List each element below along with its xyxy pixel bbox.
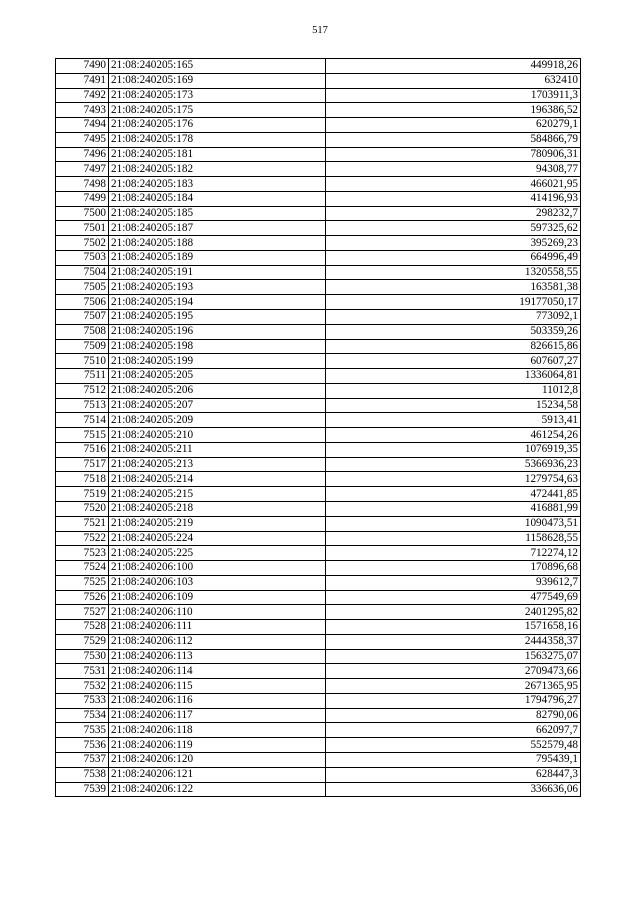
row-number-cell: 7538	[56, 767, 109, 782]
cadastral-value-cell: 826615,86	[326, 339, 581, 354]
row-number-cell: 7524	[56, 561, 109, 576]
cadastral-number-cell: 21:08:240205:189	[109, 250, 326, 265]
table-row	[56, 265, 581, 280]
row-number-cell: 7510	[56, 354, 109, 369]
cadastral-number-cell: 21:08:240206:110	[109, 605, 326, 620]
cadastral-value-cell: 597325,62	[326, 221, 581, 236]
table-row	[56, 664, 581, 679]
row-number-cell: 7525	[56, 575, 109, 590]
cadastral-value-cell: 2671365,95	[326, 679, 581, 694]
cadastral-value-cell: 395269,23	[326, 236, 581, 251]
cadastral-number-cell: 21:08:240205:187	[109, 221, 326, 236]
cadastral-number-cell: 21:08:240205:219	[109, 516, 326, 531]
cadastral-number-cell: 21:08:240206:113	[109, 649, 326, 664]
cadastral-value-cell: 795439,1	[326, 752, 581, 767]
table-row	[56, 369, 581, 384]
table-row	[56, 354, 581, 369]
cadastral-number-cell: 21:08:240205:211	[109, 442, 326, 457]
row-number-cell: 7503	[56, 250, 109, 265]
row-number-cell: 7500	[56, 206, 109, 221]
table-row	[56, 191, 581, 206]
cadastral-number-cell: 21:08:240205:182	[109, 162, 326, 177]
cadastral-number-cell: 21:08:240206:114	[109, 664, 326, 679]
row-number-cell: 7511	[56, 369, 109, 384]
table-row	[56, 73, 581, 88]
cadastral-value-cell: 664996,49	[326, 250, 581, 265]
cadastral-value-cell: 628447,3	[326, 767, 581, 782]
table-row	[56, 723, 581, 738]
cadastral-value-cell: 1703911,3	[326, 88, 581, 103]
cadastral-value-cell: 196386,52	[326, 103, 581, 118]
cadastral-value-cell: 298232,7	[326, 206, 581, 221]
cadastral-value-cell: 1279754,63	[326, 472, 581, 487]
cadastral-value-cell: 82790,06	[326, 708, 581, 723]
cadastral-number-cell: 21:08:240206:122	[109, 782, 326, 797]
table-row	[56, 634, 581, 649]
table-row	[56, 693, 581, 708]
table-row	[56, 280, 581, 295]
row-number-cell: 7534	[56, 708, 109, 723]
cadastral-value-cell: 15234,58	[326, 398, 581, 413]
row-number-cell: 7499	[56, 191, 109, 206]
cadastral-number-cell: 21:08:240205:215	[109, 487, 326, 502]
page-number: 517	[312, 25, 328, 36]
cadastral-number-cell: 21:08:240205:206	[109, 383, 326, 398]
table-row	[56, 118, 581, 133]
row-number-cell: 7527	[56, 605, 109, 620]
table-row	[56, 221, 581, 236]
cadastral-value-cell: 662097,7	[326, 723, 581, 738]
table-row	[56, 605, 581, 620]
cadastral-number-cell: 21:08:240206:116	[109, 693, 326, 708]
table-row	[56, 487, 581, 502]
cadastral-value-cell: 414196,93	[326, 191, 581, 206]
table-row	[56, 339, 581, 354]
cadastral-number-cell: 21:08:240206:121	[109, 767, 326, 782]
cadastral-number-cell: 21:08:240205:207	[109, 398, 326, 413]
cadastral-number-cell: 21:08:240205:209	[109, 413, 326, 428]
row-number-cell: 7502	[56, 236, 109, 251]
table-row	[56, 428, 581, 443]
cadastral-value-cell: 449918,26	[326, 59, 581, 74]
cadastral-number-cell: 21:08:240205:198	[109, 339, 326, 354]
row-number-cell: 7539	[56, 782, 109, 797]
table-row	[56, 442, 581, 457]
table-row	[56, 177, 581, 192]
cadastral-number-cell: 21:08:240205:225	[109, 546, 326, 561]
row-number-cell: 7497	[56, 162, 109, 177]
row-number-cell: 7517	[56, 457, 109, 472]
row-number-cell: 7536	[56, 738, 109, 753]
cadastral-value-cell: 1076919,35	[326, 442, 581, 457]
row-number-cell: 7491	[56, 73, 109, 88]
row-number-cell: 7507	[56, 310, 109, 325]
cadastral-value-cell: 19177050,17	[326, 295, 581, 310]
row-number-cell: 7504	[56, 265, 109, 280]
table-row	[56, 250, 581, 265]
row-number-cell: 7496	[56, 147, 109, 162]
row-number-cell: 7522	[56, 531, 109, 546]
row-number-cell: 7535	[56, 723, 109, 738]
table-row	[56, 782, 581, 797]
table-row	[56, 295, 581, 310]
cadastral-value-cell: 552579,48	[326, 738, 581, 753]
row-number-cell: 7533	[56, 693, 109, 708]
row-number-cell: 7521	[56, 516, 109, 531]
row-number-cell: 7512	[56, 383, 109, 398]
cadastral-value-cell: 11012,8	[326, 383, 581, 398]
table-row	[56, 472, 581, 487]
table-row	[56, 516, 581, 531]
cadastral-number-cell: 21:08:240205:218	[109, 501, 326, 516]
cadastral-value-cell: 1794796,27	[326, 693, 581, 708]
cadastral-value-cell: 2709473,66	[326, 664, 581, 679]
cadastral-number-cell: 21:08:240205:169	[109, 73, 326, 88]
cadastral-number-cell: 21:08:240205:165	[109, 59, 326, 74]
table-row	[56, 708, 581, 723]
row-number-cell: 7529	[56, 634, 109, 649]
cadastral-number-cell: 21:08:240205:184	[109, 191, 326, 206]
cadastral-number-cell: 21:08:240206:109	[109, 590, 326, 605]
cadastral-value-cell: 1563275,07	[326, 649, 581, 664]
cadastral-number-cell: 21:08:240206:115	[109, 679, 326, 694]
table-row	[56, 132, 581, 147]
cadastral-number-cell: 21:08:240206:117	[109, 708, 326, 723]
row-number-cell: 7523	[56, 546, 109, 561]
cadastral-value-cell: 163581,38	[326, 280, 581, 295]
row-number-cell: 7508	[56, 324, 109, 339]
table-row	[56, 88, 581, 103]
table-row	[56, 738, 581, 753]
row-number-cell: 7531	[56, 664, 109, 679]
table-row	[56, 147, 581, 162]
cadastral-number-cell: 21:08:240205:193	[109, 280, 326, 295]
cadastral-number-cell: 21:08:240205:213	[109, 457, 326, 472]
row-number-cell: 7509	[56, 339, 109, 354]
cadastral-value-cell: 466021,95	[326, 177, 581, 192]
cadastral-number-cell: 21:08:240205:194	[109, 295, 326, 310]
table-row	[56, 457, 581, 472]
row-number-cell: 7506	[56, 295, 109, 310]
cadastral-value-cell: 773092,1	[326, 310, 581, 325]
cadastral-number-cell: 21:08:240205:196	[109, 324, 326, 339]
table-row	[56, 398, 581, 413]
table-body	[56, 59, 581, 797]
table-row	[56, 679, 581, 694]
cadastral-number-cell: 21:08:240205:183	[109, 177, 326, 192]
table-row	[56, 103, 581, 118]
cadastral-number-cell: 21:08:240205:181	[109, 147, 326, 162]
cadastral-value-cell: 584866,79	[326, 132, 581, 147]
table-row	[56, 767, 581, 782]
cadastral-value-cell: 1571658,16	[326, 620, 581, 635]
row-number-cell: 7505	[56, 280, 109, 295]
cadastral-number-cell: 21:08:240206:100	[109, 561, 326, 576]
cadastral-number-cell: 21:08:240205:176	[109, 118, 326, 133]
table-row	[56, 59, 581, 74]
cadastral-value-cell: 416881,99	[326, 501, 581, 516]
row-number-cell: 7495	[56, 132, 109, 147]
cadastral-number-cell: 21:08:240205:205	[109, 369, 326, 384]
cadastral-value-cell: 939612,7	[326, 575, 581, 590]
table-row	[56, 383, 581, 398]
cadastral-value-cell: 632410	[326, 73, 581, 88]
cadastral-value-table	[55, 58, 581, 797]
cadastral-number-cell: 21:08:240205:185	[109, 206, 326, 221]
table-row	[56, 206, 581, 221]
row-number-cell: 7501	[56, 221, 109, 236]
cadastral-number-cell: 21:08:240205:195	[109, 310, 326, 325]
row-number-cell: 7513	[56, 398, 109, 413]
cadastral-value-cell: 94308,77	[326, 162, 581, 177]
cadastral-value-cell: 2444358,37	[326, 634, 581, 649]
cadastral-number-cell: 21:08:240205:178	[109, 132, 326, 147]
cadastral-value-cell: 1320558,55	[326, 265, 581, 280]
cadastral-number-cell: 21:08:240205:199	[109, 354, 326, 369]
cadastral-value-cell: 336636,06	[326, 782, 581, 797]
table-row	[56, 575, 581, 590]
cadastral-value-cell: 2401295,82	[326, 605, 581, 620]
cadastral-value-cell: 780906,31	[326, 147, 581, 162]
table-row	[56, 162, 581, 177]
table-row	[56, 561, 581, 576]
cadastral-number-cell: 21:08:240206:103	[109, 575, 326, 590]
cadastral-value-cell: 477549,69	[326, 590, 581, 605]
cadastral-number-cell: 21:08:240205:214	[109, 472, 326, 487]
row-number-cell: 7532	[56, 679, 109, 694]
cadastral-number-cell: 21:08:240205:224	[109, 531, 326, 546]
cadastral-value-cell: 503359,26	[326, 324, 581, 339]
cadastral-number-cell: 21:08:240205:191	[109, 265, 326, 280]
row-number-cell: 7530	[56, 649, 109, 664]
row-number-cell: 7493	[56, 103, 109, 118]
cadastral-number-cell: 21:08:240205:175	[109, 103, 326, 118]
cadastral-value-cell: 620279,1	[326, 118, 581, 133]
cadastral-number-cell: 21:08:240206:119	[109, 738, 326, 753]
table-row	[56, 501, 581, 516]
cadastral-number-cell: 21:08:240206:112	[109, 634, 326, 649]
row-number-cell: 7494	[56, 118, 109, 133]
cadastral-value-cell: 472441,85	[326, 487, 581, 502]
cadastral-number-cell: 21:08:240206:120	[109, 752, 326, 767]
row-number-cell: 7492	[56, 88, 109, 103]
table-row	[56, 413, 581, 428]
cadastral-number-cell: 21:08:240205:173	[109, 88, 326, 103]
table-row	[56, 649, 581, 664]
table-row	[56, 531, 581, 546]
cadastral-value-cell: 1158628,55	[326, 531, 581, 546]
row-number-cell: 7498	[56, 177, 109, 192]
cadastral-number-cell: 21:08:240205:188	[109, 236, 326, 251]
table-row	[56, 752, 581, 767]
table-row	[56, 310, 581, 325]
table-row	[56, 324, 581, 339]
row-number-cell: 7515	[56, 428, 109, 443]
row-number-cell: 7528	[56, 620, 109, 635]
cadastral-number-cell: 21:08:240205:210	[109, 428, 326, 443]
row-number-cell: 7520	[56, 501, 109, 516]
table-row	[56, 620, 581, 635]
cadastral-value-cell: 170896,68	[326, 561, 581, 576]
cadastral-number-cell: 21:08:240206:111	[109, 620, 326, 635]
row-number-cell: 7519	[56, 487, 109, 502]
row-number-cell: 7537	[56, 752, 109, 767]
row-number-cell: 7518	[56, 472, 109, 487]
row-number-cell: 7526	[56, 590, 109, 605]
table-row	[56, 590, 581, 605]
row-number-cell: 7514	[56, 413, 109, 428]
cadastral-value-cell: 1336064,81	[326, 369, 581, 384]
cadastral-value-cell: 461254,26	[326, 428, 581, 443]
cadastral-value-cell: 607607,27	[326, 354, 581, 369]
row-number-cell: 7516	[56, 442, 109, 457]
cadastral-value-cell: 5366936,23	[326, 457, 581, 472]
table-row	[56, 546, 581, 561]
table-row	[56, 236, 581, 251]
cadastral-value-cell: 5913,41	[326, 413, 581, 428]
cadastral-value-cell: 1090473,51	[326, 516, 581, 531]
cadastral-value-cell: 712274,12	[326, 546, 581, 561]
cadastral-number-cell: 21:08:240206:118	[109, 723, 326, 738]
row-number-cell: 7490	[56, 59, 109, 74]
